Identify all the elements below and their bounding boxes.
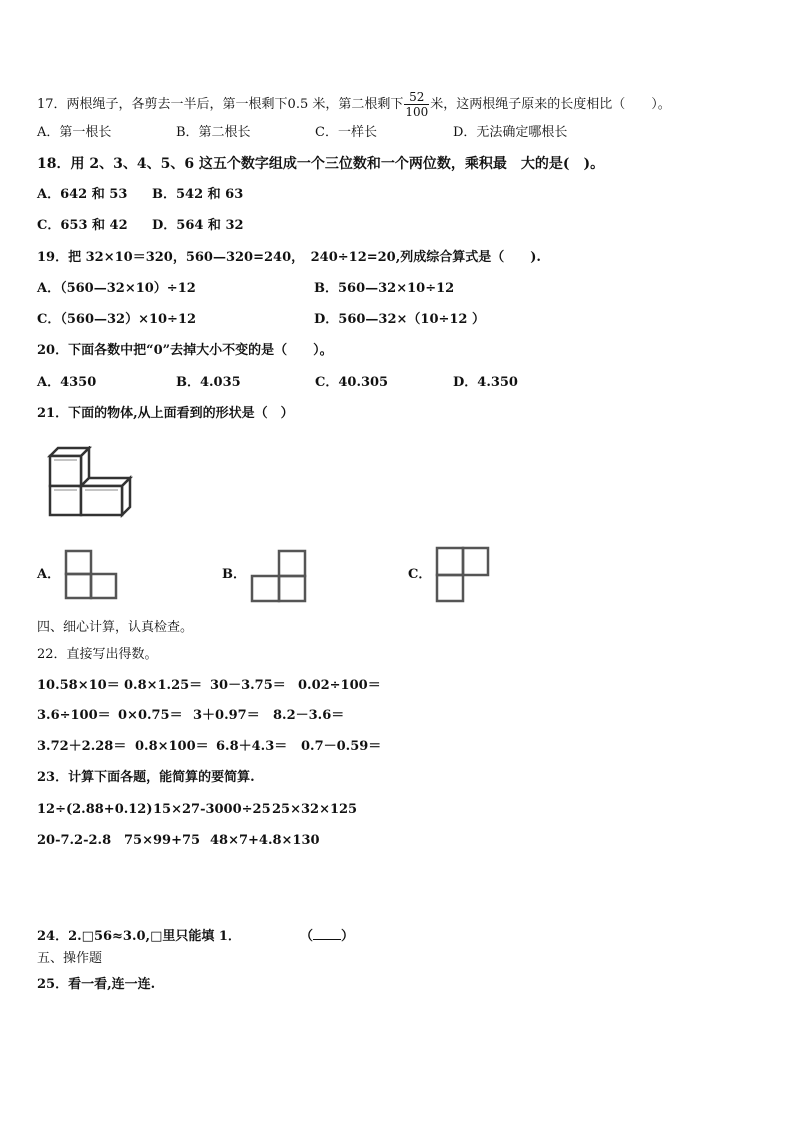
q22-item: 10.58×10＝: [37, 678, 120, 693]
q21-option-c-label[interactable]: C．: [408, 567, 432, 582]
q21-option-a-shape[interactable]: [64, 549, 118, 601]
q22-item: 0.02÷100＝: [298, 678, 381, 693]
q24-answer-blank[interactable]: [313, 927, 341, 940]
q19-stem: 19．把 32×10＝320，560—320=240， 240÷12=20,列成综合算式是（ ).: [37, 250, 541, 265]
q17-option-b[interactable]: B．第二根长: [176, 125, 251, 140]
q23-item: 12÷(2.88+0.12): [37, 802, 153, 817]
q21-stem: 21．下面的物体,从上面看到的形状是（ ）: [37, 406, 294, 421]
q18-option-d[interactable]: D．564 和 32: [152, 218, 244, 233]
q21-option-a-label[interactable]: A．: [37, 567, 61, 582]
q19-option-a[interactable]: A．（560—32×10）÷12: [37, 281, 196, 296]
q18-stem: 18．用 2、3、4、5、6 这五个数字组成一个三位数和一个两位数，乘积最 大的是( )。: [37, 156, 605, 172]
q20-option-a[interactable]: A．4350: [37, 375, 97, 390]
q19-option-c[interactable]: C．（560—32）×10÷12: [37, 312, 197, 327]
q17-fraction: [404, 90, 429, 119]
q22-item: 3.72＋2.28＝: [37, 739, 127, 754]
q19-option-b[interactable]: B．560—32×10÷12: [314, 281, 455, 296]
q22-item: 0.8×100＝: [135, 739, 209, 754]
q25-stem: 25．看一看,连一连.: [37, 977, 156, 992]
cube-stack-figure: [46, 446, 136, 518]
q22-item: 0.7－0.59＝: [301, 739, 382, 754]
q20-stem: 20．下面各数中把“0”去掉大小不变的是（ ）。: [37, 343, 333, 358]
q22-item: 8.2－3.6＝: [273, 708, 345, 723]
q20-option-c[interactable]: C．40.305: [315, 375, 389, 390]
q17-option-d[interactable]: D．无法确定哪根长: [453, 125, 568, 140]
q22-item: 3＋0.97＝: [193, 708, 260, 723]
q23-item: 75×99+75: [124, 833, 201, 848]
q20-option-b[interactable]: B．4.035: [176, 375, 241, 390]
q23-stem: 23．计算下面各题，能简算的要简算.: [37, 770, 255, 785]
q24-paren-close: ）: [341, 929, 355, 944]
q21-option-b-label[interactable]: B．: [222, 567, 246, 582]
q24-text: 24．2.□56≈3.0,□里只能填 1．: [37, 929, 241, 944]
q23-item: 20-7.2-2.8: [37, 833, 112, 848]
q22-item: 0×0.75＝: [118, 708, 183, 723]
q23-item: 48×7+4.8×130: [210, 833, 320, 848]
q22-item: 3.6÷100＝: [37, 708, 111, 723]
q24-paren-open: （: [300, 929, 314, 944]
fraction-denominator: 100: [405, 105, 429, 119]
q17-stem: [37, 90, 671, 119]
q18-option-a[interactable]: A．642 和 53: [37, 187, 128, 202]
q22-stem: 22．直接写出得数。: [37, 647, 158, 662]
section-4-heading: 四、细心计算，认真检查。: [37, 620, 194, 635]
q21-option-c-shape[interactable]: [435, 546, 491, 604]
q22-item: 30－3.75＝: [210, 678, 286, 693]
q24-stem: [37, 927, 354, 945]
q17-text-before: 17．两根绳子，各剪去一半后，第一根剩下0.5 米，第二根剩下: [37, 97, 404, 112]
q20-option-d[interactable]: D．4.350: [453, 375, 518, 390]
q19-option-d[interactable]: D．560—32×（10÷12 ）: [314, 312, 485, 327]
section-5-heading: 五、操作题: [37, 951, 103, 966]
q18-option-b[interactable]: B．542 和 63: [152, 187, 244, 202]
fraction-numerator: 52: [404, 90, 429, 105]
q23-item: 15×27-3000÷25: [153, 802, 271, 817]
q17-option-c[interactable]: C．一样长: [315, 125, 377, 140]
q18-option-c[interactable]: C．653 和 42: [37, 218, 128, 233]
q21-option-b-shape[interactable]: [250, 549, 308, 603]
q23-item: 25×32×125: [272, 802, 358, 817]
q22-item: 0.8×1.25＝: [124, 678, 203, 693]
q17-text-after: 米，这两根绳子原来的长度相比（ ）。: [430, 97, 671, 112]
q22-item: 6.8＋4.3＝: [216, 739, 288, 754]
q17-option-a[interactable]: A．第一根长: [37, 125, 112, 140]
